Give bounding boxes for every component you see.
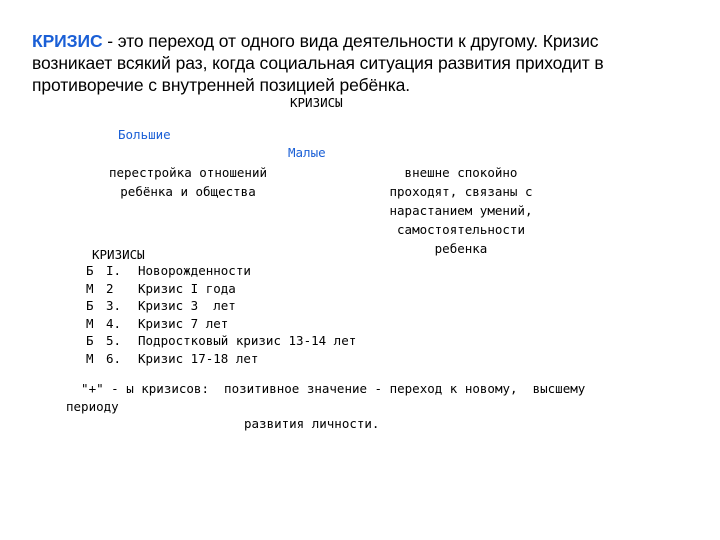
crises-list <box>86 262 356 367</box>
diagram-title: КРИЗИСЫ <box>290 95 343 110</box>
footnote-line: "+" - ы кризисов: позитивное значение - переход к новому, высшему <box>66 381 586 396</box>
crisis-name: Кризис 3 лет <box>138 298 236 313</box>
crisis-type: М <box>86 315 94 331</box>
small-crises-label: Малые <box>288 145 326 160</box>
crisis-name: Кризис 17-18 лет <box>138 350 259 366</box>
crisis-name: Подростковый кризис 13-14 лет <box>138 333 357 348</box>
intro-paragraph <box>32 30 672 96</box>
big-crises-label: Большие <box>118 127 171 142</box>
intro-text: - это переход от одного вида деятельности к другому. Кризис возникает всякий раз, когда социальная ситуация развития приходит в противоречие с внутренней позицией ребёнка. <box>32 31 604 95</box>
crisis-type: Б <box>86 333 94 348</box>
crises-list-heading: КРИЗИСЫ <box>92 247 145 262</box>
footnote <box>66 380 666 433</box>
list-item <box>86 262 356 280</box>
crisis-number: 6. <box>106 350 122 366</box>
crisis-number: 2 <box>106 280 114 296</box>
crisis-number: 3. <box>106 298 122 313</box>
list-item <box>86 297 356 315</box>
crisis-name: Новорожденности <box>138 263 251 278</box>
footnote-line: развития личности. <box>244 416 380 431</box>
crisis-type: Б <box>86 263 94 278</box>
crisis-type: М <box>86 350 94 366</box>
crisis-name: Кризис 7 лет <box>138 315 229 331</box>
small-crises-description: внешне спокойно проходят, связаны с нарастанием умений, самостоятельности ребенка <box>389 165 533 256</box>
footnote-line: периоду <box>66 398 119 414</box>
crisis-number: 5. <box>106 333 122 348</box>
crisis-type: М <box>86 280 94 296</box>
list-item <box>86 315 356 333</box>
crisis-number: I. <box>106 263 122 278</box>
big-crises-description: перестройка отношений ребёнка и общества <box>108 165 268 199</box>
list-item <box>86 332 356 350</box>
list-item <box>86 280 356 298</box>
crisis-type: Б <box>86 298 94 313</box>
list-item <box>86 350 356 368</box>
intro-term: КРИЗИС <box>32 31 103 51</box>
crisis-name: Кризис I года <box>138 280 236 296</box>
crisis-number: 4. <box>106 315 122 331</box>
